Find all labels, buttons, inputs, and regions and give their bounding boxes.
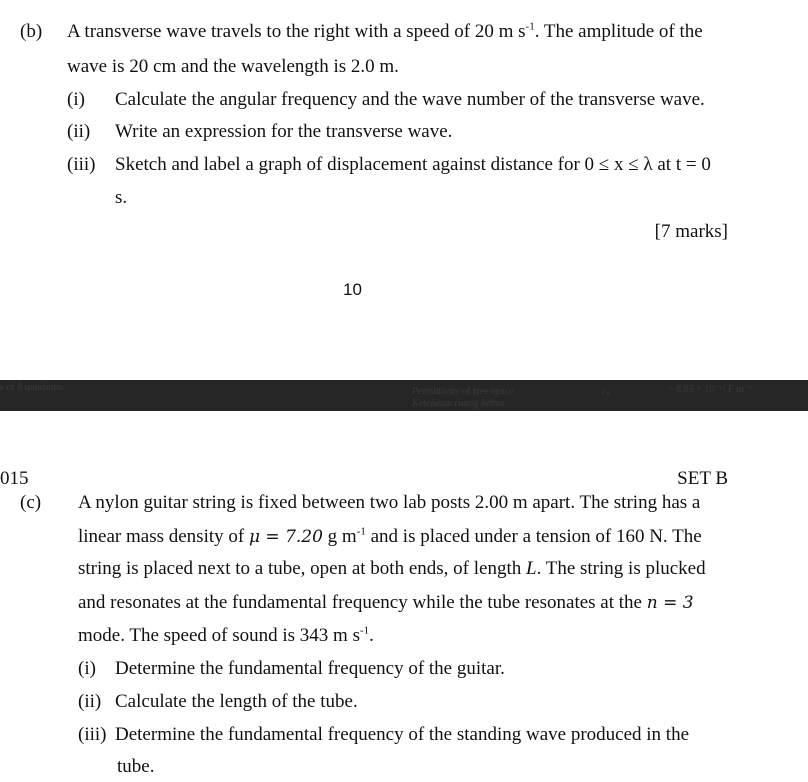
text: . The amplitude of the <box>534 21 703 42</box>
part-b-label: (b) <box>20 21 43 42</box>
page-number: 10 <box>343 280 362 299</box>
part-c-line3 <box>78 558 706 580</box>
part-c-line2 <box>78 526 702 548</box>
band-text: Permittivity of free space <box>412 386 514 397</box>
superscript: -1 <box>360 624 370 637</box>
band-text: ε₀ <box>602 386 610 397</box>
item-text: Calculate the length of the tube. <box>115 691 358 712</box>
math: n = 3 <box>646 593 694 613</box>
item-label: (i) <box>67 89 85 110</box>
band-text: s of 8 questions. <box>0 382 65 393</box>
item-label: (iii) <box>78 724 107 745</box>
item-label: (i) <box>78 658 96 679</box>
dark-band <box>0 380 808 411</box>
text: . <box>369 625 374 646</box>
part-b-line1 <box>67 21 703 43</box>
superscript: -1 <box>525 20 535 33</box>
band-text: = 8.85 × 10⁻¹² F m⁻¹ <box>668 384 753 395</box>
part-c-line4 <box>78 592 694 614</box>
continuation: tube. <box>117 756 155 777</box>
text: linear mass density of <box>78 526 249 547</box>
text: string is placed next to a tube, open at both ends, of length <box>78 558 526 579</box>
text: mode. The speed of sound is 343 m s <box>78 625 360 646</box>
header-year: 015 <box>0 468 29 489</box>
item-text: Determine the fundamental frequency of the standing wave produced in the <box>115 724 690 745</box>
item-label: (iii) <box>67 154 96 175</box>
continuation: s. <box>115 187 128 208</box>
item-label: (ii) <box>78 691 102 712</box>
band-text: Ketelusan ruang bebas <box>412 398 505 409</box>
text: g m <box>322 526 357 547</box>
text: A transverse wave travels to the right with a speed of 20 m s <box>67 21 526 42</box>
math: L <box>525 558 537 579</box>
part-c-label: (c) <box>20 492 42 513</box>
text: . The string is plucked <box>536 558 706 579</box>
math: μ = 7.20 <box>248 527 323 547</box>
text: and resonates at the fundamental frequency while the tube resonates at the <box>78 592 647 613</box>
part-c-line5 <box>78 625 374 647</box>
item-label: (ii) <box>67 121 91 142</box>
item-text: Sketch and label a graph of displacement against distance for 0 ≤ x ≤ λ at t = 0 <box>115 154 711 175</box>
item-text: Write an expression for the transverse wave. <box>115 121 453 142</box>
marks: [7 marks] <box>654 221 728 242</box>
text: and is placed under a tension of 160 N. The <box>365 526 702 547</box>
part-b-line2: wave is 20 cm and the wavelength is 2.0 m. <box>67 56 399 77</box>
superscript: -1 <box>356 525 366 538</box>
header-set: SET B <box>677 468 728 489</box>
part-c-line1: A nylon guitar string is fixed between two lab posts 2.00 m apart. The string has a <box>78 492 701 513</box>
item-text: Determine the fundamental frequency of the guitar. <box>115 658 505 679</box>
item-text: Calculate the angular frequency and the wave number of the transverse wave. <box>115 89 705 110</box>
